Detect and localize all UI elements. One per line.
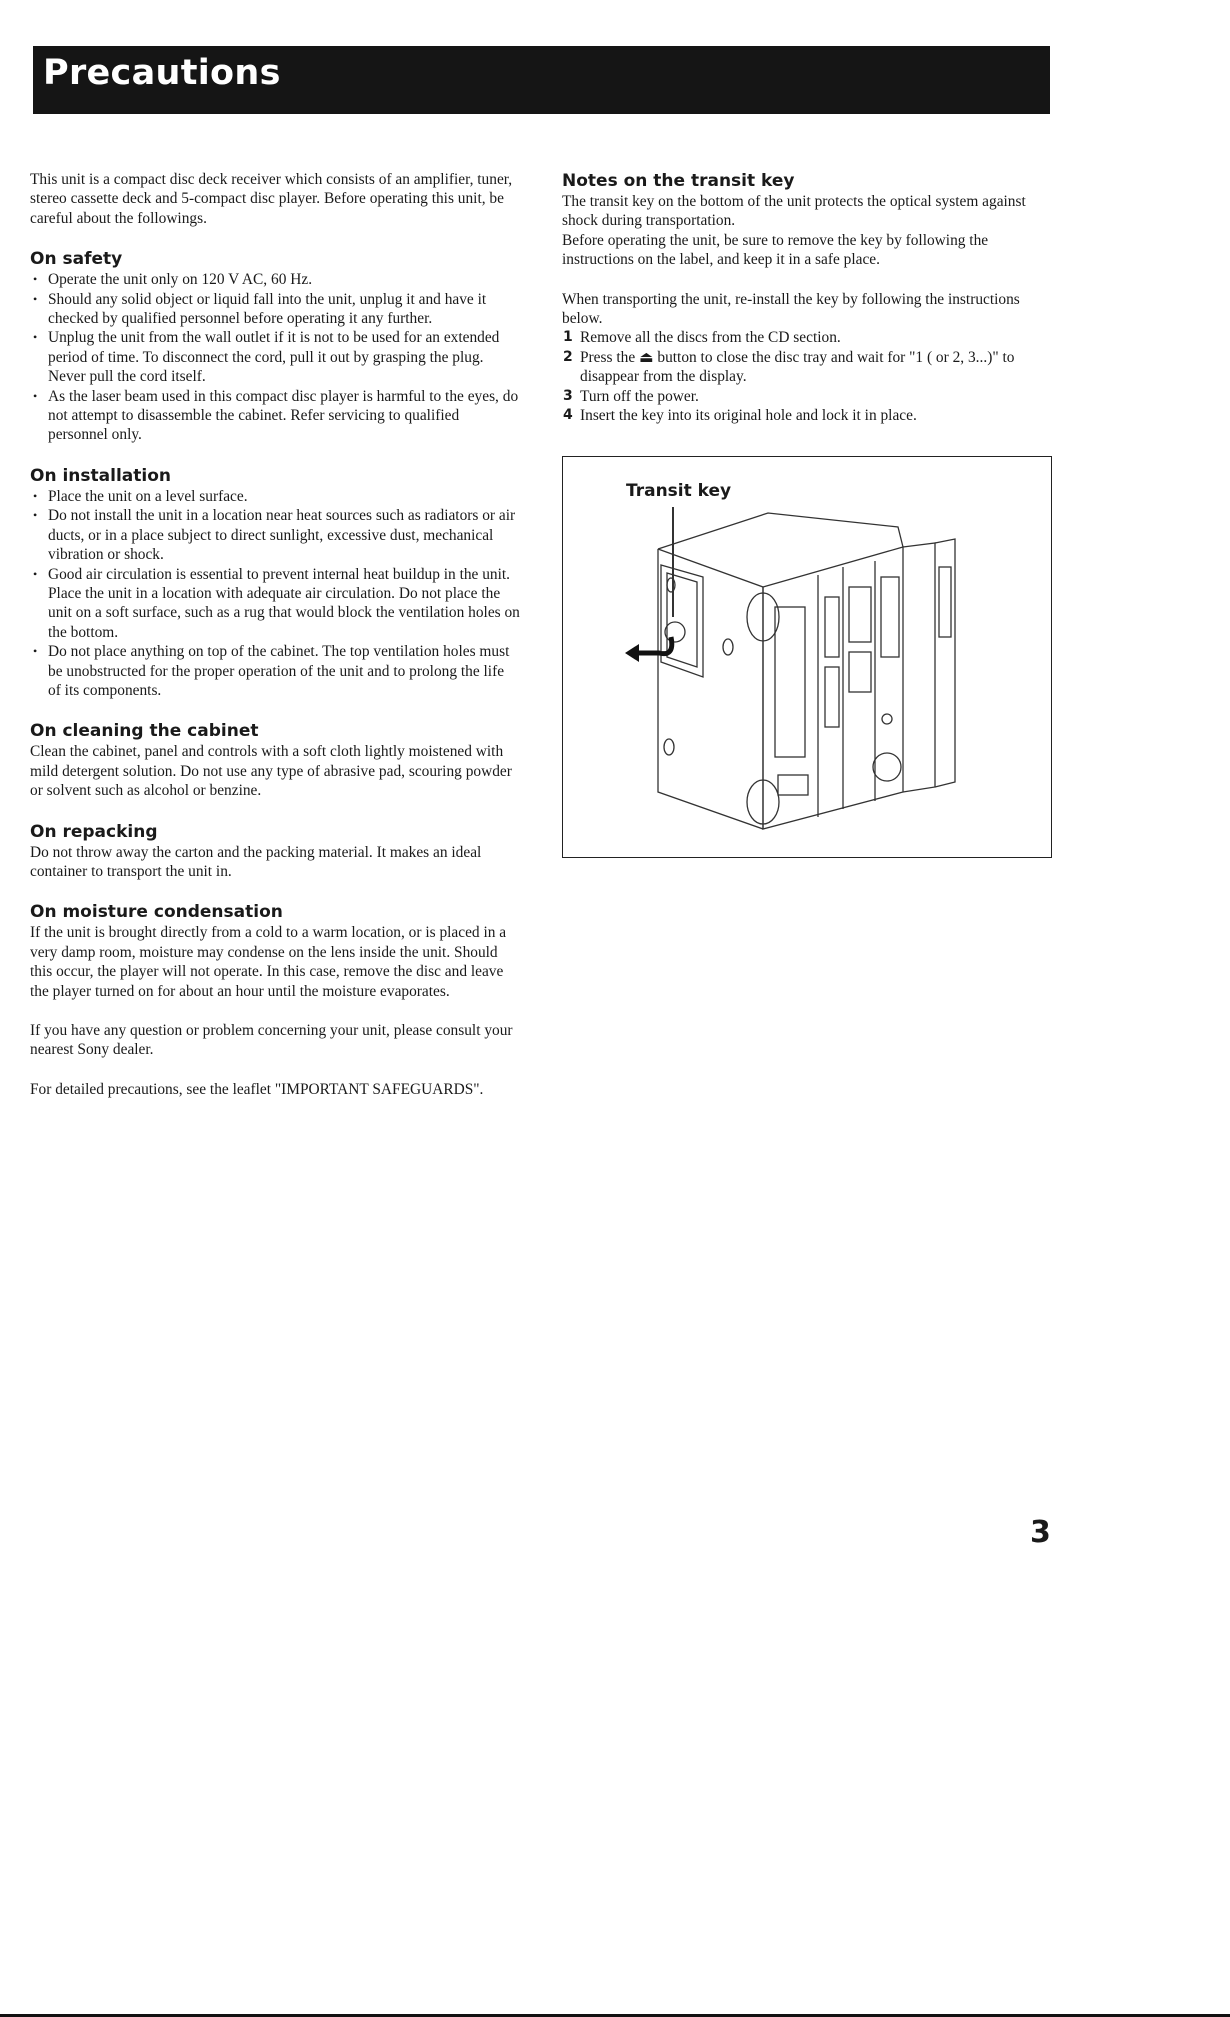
step-number: 2 xyxy=(563,348,573,365)
step-item xyxy=(562,328,1057,347)
figure-label: Transit key xyxy=(626,481,732,501)
repacking-text: Do not throw away the carton and the packing material. It makes an ideal container to transport the unit in. xyxy=(30,843,482,880)
installation-heading: On installation xyxy=(30,465,171,486)
installation-item: • Do not install the unit in a location near heat sources such as radiators or air ducts, or in a place subject to direct sunlight, excessive dust, mechanical vibration or shock. xyxy=(30,506,520,564)
cleaning-heading: On cleaning the cabinet xyxy=(30,721,259,742)
moisture-heading: On moisture condensation xyxy=(30,902,283,923)
installation-list xyxy=(30,487,520,700)
installation-item: • Do not place anything on top of the cabinet. The top ventilation holes must be unobstructed for the proper operation of the unit and to prolong the life of its components. xyxy=(30,642,520,700)
cleaning-text: Clean the cabinet, panel and controls with a soft cloth lightly moistened with mild detergent solution. Do not use any type of abrasive pad, scouring powder or solvent such as alcohol or benzine. xyxy=(30,743,512,800)
detailed-precautions-paragraph: For detailed precautions, see the leaflet "IMPORTANT SAFEGUARDS". xyxy=(30,1080,484,1098)
safety-heading: On safety xyxy=(30,249,123,270)
transit-p1: The transit key on the bottom of the unit protects the optical system against shock during transportation. xyxy=(562,193,1026,230)
installation-item: • Place the unit on a level surface. xyxy=(30,487,520,506)
step-number: 4 xyxy=(563,407,573,424)
page-title: Precautions xyxy=(43,53,281,93)
step-number: 3 xyxy=(563,387,573,404)
step-number: 1 xyxy=(563,329,573,346)
safety-item: • Unplug the unit from the wall outlet if it is not to be used for an extended period of time. To disconnect the cord, pull it out by grasping the plug. Never pull the cord itself. xyxy=(30,328,520,386)
transit-key-figure xyxy=(562,456,1052,858)
transit-steps xyxy=(562,328,1057,425)
question-paragraph: If you have any question or problem concerning your unit, please consult your nearest Sony dealer. xyxy=(30,1022,513,1059)
transit-p2: Before operating the unit, be sure to remove the key by following the instructions on the label, and keep it in a safe place. xyxy=(562,231,989,269)
repacking-heading: On repacking xyxy=(30,821,158,842)
intro-paragraph: This unit is a compact disc deck receiver which consists of an amplifier, tuner, stereo cassette deck and 5-compact disc player. Before operating this unit, be careful about the followings. xyxy=(30,171,513,227)
step-text: Turn off the power. xyxy=(580,387,699,405)
moisture-text: If the unit is brought directly from a cold to a warm location, or is placed in a very damp room, moisture may condense on the lens inside the unit. Should this occur, the player will not operate. In this case, remove the disc and leave the player turned on for about an hour until the moisture evaporates. xyxy=(30,924,507,1000)
step-item xyxy=(562,387,1057,406)
transit-p3: When transporting the unit, re-install the key by following the instructions below. xyxy=(562,290,1020,328)
safety-list xyxy=(30,270,520,445)
step-item xyxy=(562,406,1057,425)
step-text: Press the ⏏ button to close the disc tray and wait for "1 ( or 2, 3...)" to disappear from the display. xyxy=(580,348,1015,386)
transit-heading: Notes on the transit key xyxy=(562,171,795,191)
installation-item: • Good air circulation is essential to prevent internal heat buildup in the unit. Place the unit in a location with adequate air circulation. Do not place the unit on a soft surface, such as a rug that would block the ventilation holes on the bottom. xyxy=(30,565,520,643)
right-column xyxy=(562,170,1057,425)
safety-item: • As the laser beam used in this compact disc player is harmful to the eyes, do not attempt to disassemble the cabinet. Refer servicing to qualified personnel only. xyxy=(30,387,520,445)
safety-item: • Should any solid object or liquid fall into the unit, unplug it and have it checked by qualified personnel before operating it any further. xyxy=(30,290,520,329)
safety-item: • Operate the unit only on 120 V AC, 60 Hz. xyxy=(30,270,520,289)
unit-illustration xyxy=(563,457,1053,859)
left-column xyxy=(30,170,520,1099)
step-item xyxy=(562,348,1057,387)
page-number: 3 xyxy=(1030,1515,1051,1550)
step-text: Remove all the discs from the CD section. xyxy=(580,329,841,347)
step-text: Insert the key into its original hole and lock it in place. xyxy=(580,407,917,425)
title-banner xyxy=(33,46,1050,114)
